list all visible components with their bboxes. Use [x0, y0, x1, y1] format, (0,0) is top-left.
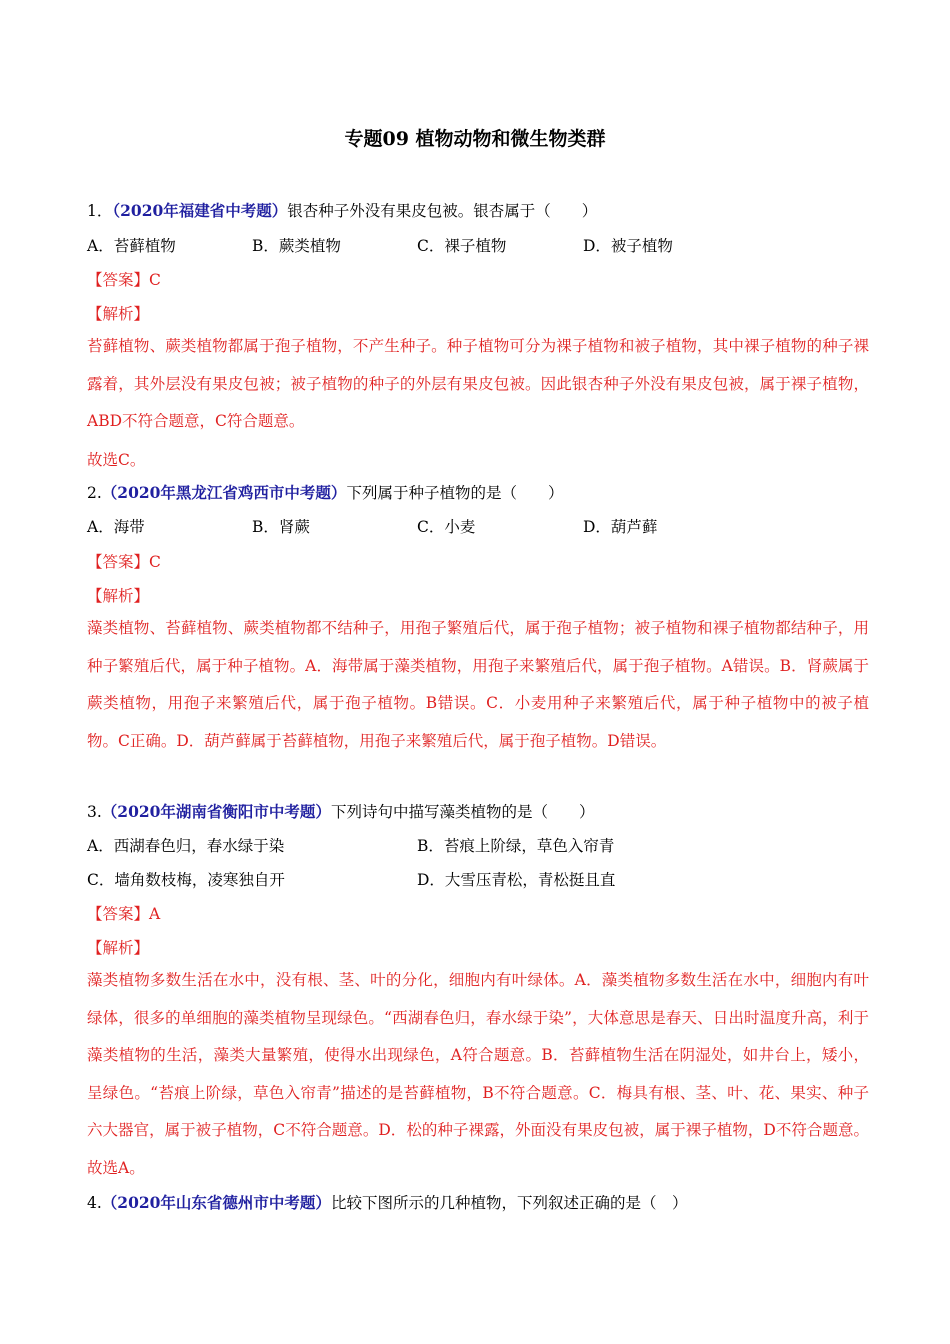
analysis-label: 【解析】	[87, 939, 150, 957]
answer-label: 【答案】	[87, 905, 150, 923]
analysis-label: 【解析】	[87, 305, 150, 323]
question-3-stem	[87, 801, 594, 823]
question-4-stem	[87, 1192, 687, 1214]
conclusion-text: 故选C。	[87, 451, 146, 469]
answer-value: C	[149, 553, 161, 571]
answer-line	[87, 903, 160, 925]
answer-label: 【答案】	[87, 553, 150, 571]
option-b: B．肾蕨	[252, 518, 310, 536]
option-b: B．蕨类植物	[252, 237, 341, 255]
option-c: C．墙角数枝梅，凌寒独自开	[87, 871, 285, 889]
answer-line	[87, 269, 161, 291]
page-title: 专题09 植物动物和微生物类群	[344, 128, 606, 150]
option-c: C．小麦	[417, 518, 476, 536]
option-a: A．西湖春色归，春水绿于染	[87, 837, 285, 855]
option-d: D．葫芦藓	[583, 518, 658, 536]
answer-value: A	[149, 905, 161, 923]
answer-label: 【答案】	[87, 271, 150, 289]
question-text: 下列属于种子植物的是（ ）	[346, 484, 564, 502]
option-b: B．苔痕上阶绿，草色入帘青	[417, 837, 615, 855]
option-a: A．海带	[87, 518, 145, 536]
question-source: （2020年山东省德州市中考题）	[101, 1193, 331, 1212]
question-source: （2020年黑龙江省鸡西市中考题）	[101, 483, 347, 502]
question-source: （2020年湖南省衡阳市中考题）	[101, 802, 331, 821]
analysis-text: 藻类植物、苔藓植物、蕨类植物都不结种子，用孢子繁殖后代，属于孢子植物；被子植物和裸子植物都结种子，用种子繁殖后代，属于种子植物。A．海带属于藻类植物，用孢子来繁殖后代，属于孢子植物。A错误。B．肾蕨属于蕨类植物，用孢子来繁殖后代，属于孢子植物。B错误。C．小麦用种子来繁殖后代，属于种子植物中的被子植物。C正确。D．葫芦藓属于苔藓植物，用孢子来繁殖后代，属于孢子植物。D错误。	[87, 619, 869, 750]
question-number: 4.	[87, 1194, 102, 1212]
question-2-stem	[87, 482, 563, 504]
question-source: （2020年福建省中考题）	[112, 201, 288, 220]
analysis-label: 【解析】	[87, 587, 150, 605]
option-c: C．裸子植物	[417, 237, 507, 255]
question-number: 1．	[87, 202, 113, 220]
analysis-text: 藻类植物多数生活在水中，没有根、茎、叶的分化，细胞内有叶绿体。A．藻类植物多数生活在水中，细胞内有叶绿体，很多的单细胞的藻类植物呈现绿色。“西湖春色归，春水绿于染”，大体意思是春天、日出时温度升高，利于藻类植物的生活，藻类大量繁殖，使得水出现绿色，A符合题意。B．苔藓植物生活在阴湿处，如井台上，矮小，呈绿色。“苔痕上阶绿，草色入帘青”描述的是苔藓植物，B不符合题意。C．梅具有根、茎、叶、花、果实、种子六大器官，属于被子植物，C不符合题意。D．松的种子裸露，外面没有果皮包被，属于裸子植物，D不符合题意。故选A。	[87, 971, 869, 1177]
question-number: 3.	[87, 803, 102, 821]
question-text: 银杏种子外没有果皮包被。银杏属于（ ）	[287, 202, 598, 220]
question-1-stem	[87, 200, 597, 222]
option-d: D．大雪压青松，青松挺且直	[417, 871, 616, 889]
question-text: 比较下图所示的几种植物，下列叙述正确的是（ ）	[330, 1194, 688, 1212]
question-text: 下列诗句中描写藻类植物的是（ ）	[330, 803, 595, 821]
option-d: D．被子植物	[583, 237, 673, 255]
answer-line	[87, 551, 161, 573]
analysis-text: 苔藓植物、蕨类植物都属于孢子植物，不产生种子。种子植物可分为裸子植物和被子植物，其中裸子植物的种子裸露着，其外层没有果皮包被；被子植物的种子的外层有果皮包被。因此银杏种子外没有果皮包被，属于裸子植物，ABD不符合题意，C符合题意。	[87, 337, 869, 430]
answer-value: C	[149, 271, 161, 289]
question-number: 2.	[87, 484, 102, 502]
option-a: A．苔藓植物	[87, 237, 176, 255]
